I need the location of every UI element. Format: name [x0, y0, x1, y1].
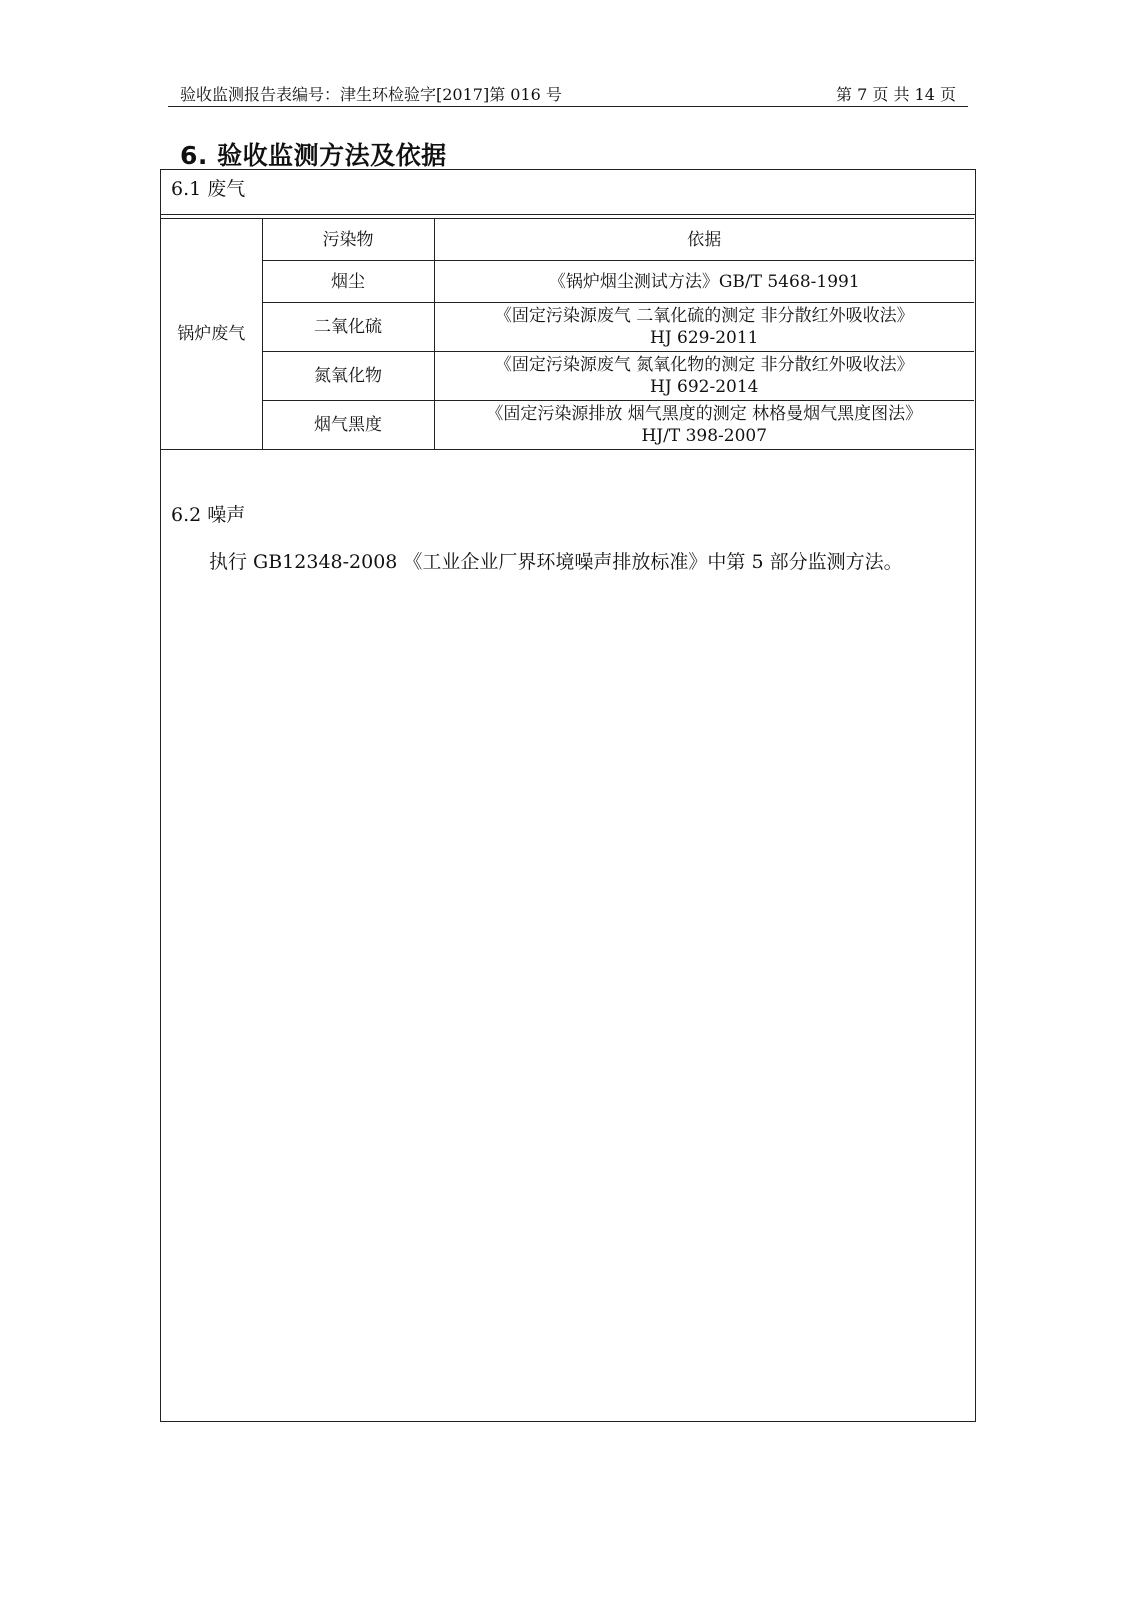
- waste-gas-table: [161, 218, 974, 450]
- table-header-row: [161, 219, 974, 261]
- section-title: 6. 验收监测方法及依据: [180, 141, 447, 170]
- table-row: [161, 352, 974, 401]
- page-header: [168, 78, 968, 107]
- pollutant-cell: 烟气黑度: [262, 401, 434, 450]
- pollutant-cell: 氮氧化物: [262, 352, 434, 401]
- basis-cell: [434, 352, 974, 401]
- basis-line: 《锅炉烟尘测试方法》GB/T 5468-1991: [548, 271, 860, 292]
- table-row: [161, 261, 974, 303]
- basis-line: 《固定污染源排放 烟气黑度的测定 林格曼烟气黑度图法》: [486, 404, 923, 424]
- table-row: [161, 401, 974, 450]
- column-header-pollutant: 污染物: [262, 219, 434, 261]
- basis-standard: HJ/T 398-2007: [641, 426, 768, 446]
- noise-subtitle: 6.2 噪声: [171, 504, 246, 526]
- basis-line: 《固定污染源废气 二氧化硫的测定 非分散红外吸收法》: [494, 306, 914, 326]
- noise-paragraph: 执行 GB12348-2008 《工业企业厂界环境噪声排放标准》中第 5 部分监测方法。: [209, 551, 903, 573]
- content-frame: [160, 169, 976, 1422]
- waste-gas-subtitle: 6.1 废气: [171, 178, 246, 200]
- basis-cell: [434, 261, 974, 303]
- report-number: 验收监测报告表编号：津生环检验字[2017]第 016 号: [180, 85, 562, 104]
- pollutant-cell: 二氧化硫: [262, 303, 434, 352]
- basis-standard: HJ 692-2014: [650, 377, 759, 397]
- basis-cell: [434, 401, 974, 450]
- column-header-basis: 依据: [434, 219, 974, 261]
- basis-standard: HJ 629-2011: [650, 328, 759, 348]
- table-row: [161, 303, 974, 352]
- category-cell: 锅炉废气: [161, 219, 262, 450]
- basis-cell: [434, 303, 974, 352]
- pollutant-cell: 烟尘: [262, 261, 434, 303]
- basis-line: 《固定污染源废气 氮氧化物的测定 非分散红外吸收法》: [494, 355, 914, 375]
- divider: [161, 214, 975, 215]
- page-number: 第 7 页 共 14 页: [836, 85, 956, 104]
